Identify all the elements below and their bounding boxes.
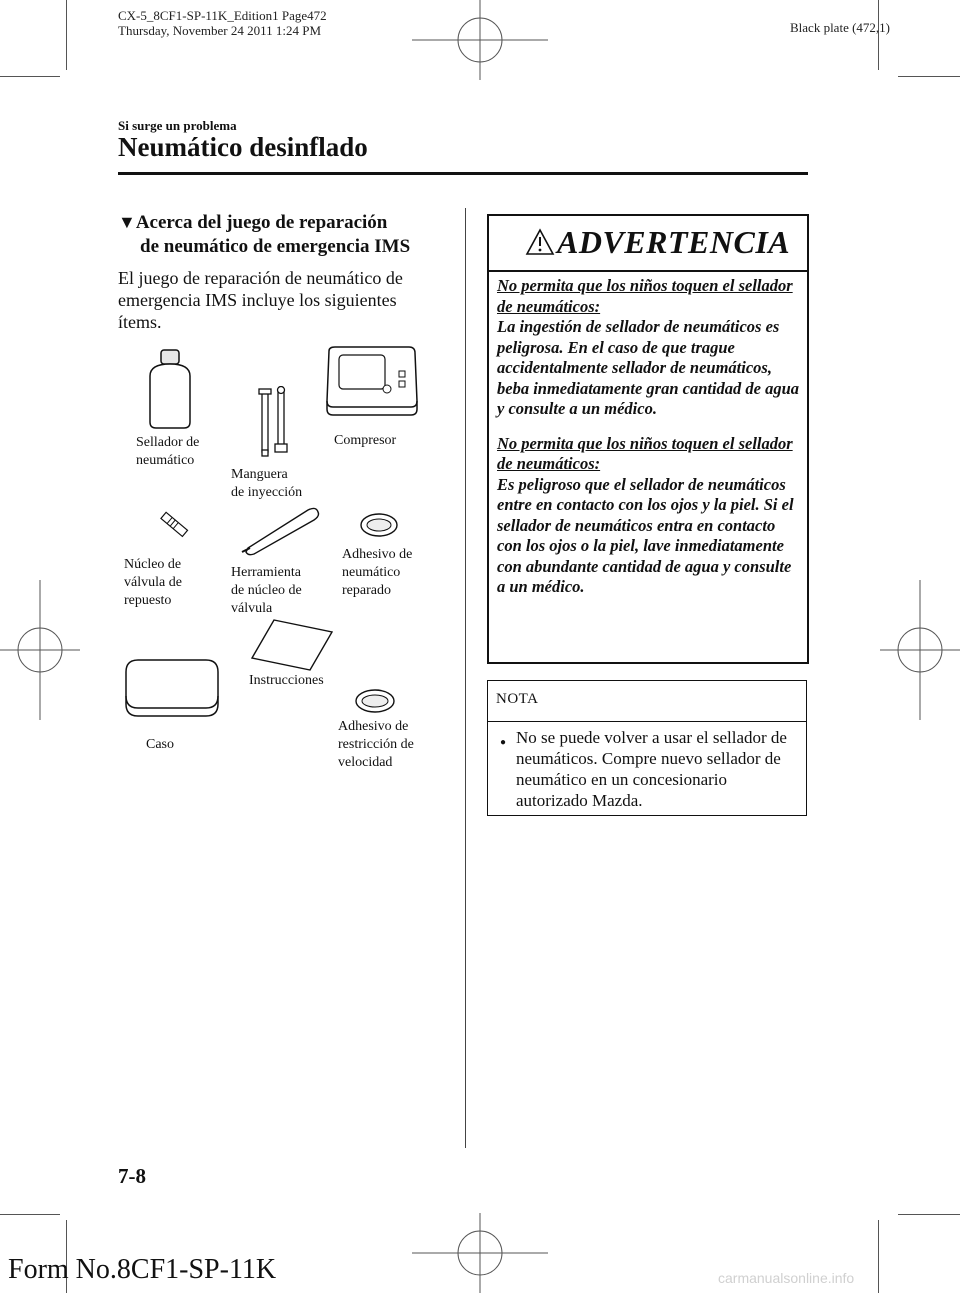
- watermark: carmanualsonline.info: [718, 1270, 855, 1286]
- valve-core-illustration: [160, 508, 190, 542]
- print-info: [118, 8, 327, 38]
- sub-heading: [118, 210, 448, 259]
- crop-mark: [66, 0, 67, 70]
- warning-p1-text: La ingestión de sellador de neumáticos es peligrosa. En el caso de que trague accidentalmente sellador de neumáticos, beba inmediatamente gran cantidad de agua y consulte a un médico.: [497, 317, 800, 418]
- warning-header: [489, 216, 807, 272]
- page-number: 7-8: [118, 1164, 146, 1188]
- warning-p2-text: Es peligroso que el sellador de neumáticos entre en contacto con los ojos y la piel. Si el sellador de neumáticos entra en contacto con los ojos o la piel, lave inmediatamente con abundante cantidad de agua y consulte a un médico.: [497, 474, 794, 596]
- warning-paragraph-1: [497, 276, 803, 420]
- caption-repaired-sticker: Adhesivo de neumático reparado: [342, 547, 413, 598]
- sealant-bottle-illustration: [146, 348, 194, 430]
- compressor-illustration: [323, 345, 421, 417]
- crop-mark: [898, 1214, 960, 1215]
- plate-info: Black plate (472,1): [790, 20, 890, 35]
- intro-paragraph: El juego de reparación de neumático de emergencia IMS incluye los siguientes ítems.: [118, 268, 403, 332]
- caption-sealant: Sellador de neumático: [136, 435, 200, 468]
- caption-case: Caso: [146, 737, 174, 752]
- caption-valve-core: Núcleo de válvula de repuesto: [124, 557, 182, 608]
- print-info-line2: Thursday, November 24 2011 1:24 PM: [118, 23, 322, 38]
- injection-hose-illustration: [254, 386, 294, 460]
- note-box: [487, 680, 807, 816]
- heading-marker-icon: ▼: [118, 212, 136, 232]
- registration-target-left: [0, 580, 80, 720]
- warning-p2-heading: No permita que los niños toquen el sellador de neumáticos:: [497, 433, 793, 473]
- title-rule: [118, 172, 808, 175]
- heading-line-2: de neumático de emergencia IMS: [140, 236, 411, 257]
- caption-instructions: Instrucciones: [249, 673, 324, 688]
- valve-core-tool-illustration: [238, 504, 322, 556]
- note-text: No se puede volver a usar el sellador de neumáticos. Compre nuevo sellador de neumático en un concesionario autorizado Mazda.: [516, 728, 787, 810]
- caption-core-tool: Herramienta de núcleo de válvula: [231, 565, 302, 616]
- caption-compressor: Compresor: [334, 433, 397, 448]
- warning-title: ADVERTENCIA: [557, 224, 791, 260]
- registration-target-top: [412, 0, 548, 80]
- note-body: [496, 727, 796, 811]
- registration-target-right: [880, 580, 960, 720]
- repaired-sticker-illustration: [359, 512, 399, 538]
- page-title: Neumático desinflado: [118, 132, 368, 162]
- registration-target-bottom: [412, 1213, 548, 1293]
- warning-paragraph-2: [497, 434, 803, 598]
- warning-triangle-icon: [525, 228, 555, 256]
- crop-mark: [0, 1214, 60, 1215]
- caption-speed-sticker: Adhesivo de restricción de velocidad: [338, 719, 414, 770]
- form-number: Form No.8CF1-SP-11K: [8, 1254, 277, 1285]
- warning-body: [497, 276, 803, 612]
- speed-sticker-illustration: [354, 688, 396, 714]
- print-info-line1: CX-5_8CF1-SP-11K_Edition1 Page472: [118, 8, 327, 23]
- crop-mark: [0, 76, 60, 77]
- crop-mark: [898, 76, 960, 77]
- bullet-icon: ●: [500, 737, 507, 748]
- note-title: NOTA: [496, 691, 539, 707]
- note-header: [488, 681, 806, 722]
- caption-hose: Manguera de inyección: [231, 467, 303, 500]
- crop-mark: [878, 1220, 879, 1293]
- warning-box: [487, 214, 809, 664]
- warning-p1-heading: No permita que los niños toquen el sellador de neumáticos:: [497, 276, 793, 316]
- heading-line-1: Acerca del juego de reparación: [135, 212, 388, 233]
- instructions-illustration: [250, 618, 334, 672]
- case-illustration: [124, 656, 220, 720]
- column-divider: [465, 208, 466, 1148]
- section-label: Si surge un problema: [118, 118, 237, 133]
